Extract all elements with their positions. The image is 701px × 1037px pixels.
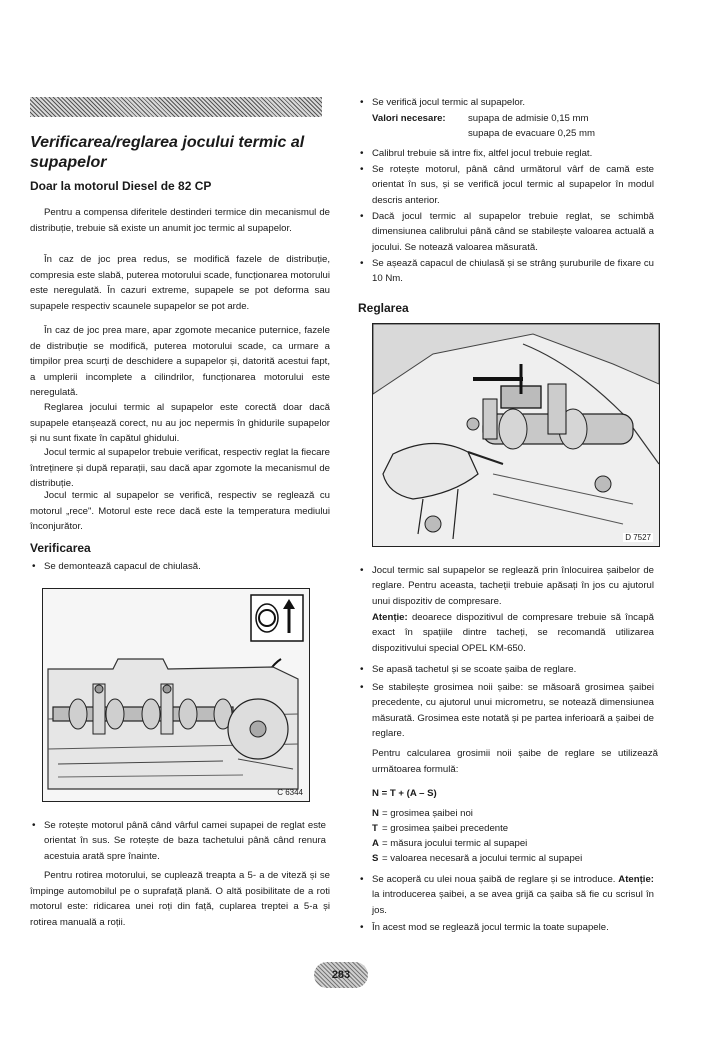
- paragraph-correct-adjust: Reglarea jocului termic al supapelor este corectă doar dacă supapele etanșează corect, nu au joc nepermis în ghidurile supapelor și nu sunt fixate în capătul ghidului.: [30, 402, 330, 444]
- bullet-replace-shims: • Jocul termic sal supapelor se reglează prin înlocuirea șaibelor de reglare. Pentru aceasta, tacheții trebuie apăsați în jos cu ajutorul unui dispozitiv de compresare.: [358, 563, 654, 609]
- paragraph-formula-intro: Pentru calcularea grosimii noii șaibe de reglare se utilizează următoarea formulă:: [372, 748, 658, 775]
- bullet-all-valves: • În acest mod se reglează jocul termic la toate supapele.: [358, 920, 654, 935]
- def-a-text: = măsura jocului termic al supapei: [382, 838, 528, 849]
- bullet-gauge-fit: • Calibrul trebuie să intre fix, altfel jocul trebuie reglat.: [358, 146, 654, 161]
- formula: N = T + (A – S): [372, 788, 437, 799]
- required-values-label: Valori necesare:: [372, 113, 446, 124]
- heading-reglarea: Reglarea: [358, 301, 409, 315]
- def-a-symbol: A: [372, 838, 379, 849]
- paragraph-high-clearance: În caz de joc prea mare, apar zgomote mecanice puternice, fazele de distribuție se modifică, puterea motorului scade, ca urmare a timpilor prea scurți de deschidere a supapelor și, datorită acestui fapt, a umplerii incomplete a cilindrilor, funcționarea motorului este neregulată.: [30, 325, 330, 398]
- formula-definitions: [372, 806, 582, 866]
- attention-text-1: deoarece dispozitivul de compresare trebuie să încapă exact în spațiile dintre tacheți, se recomandă utilizarea dispozitivului special OPEL KM-650.: [372, 612, 654, 654]
- def-n-text: = grosimea șaibei noi: [382, 808, 473, 819]
- bullet-next-cam: • Se rotește motorul, până când următorul vârf de camă este orientat în sus, și se verifică jocul termic al supapelor în modul descris anterior.: [358, 162, 654, 208]
- attention-tool: [358, 610, 654, 656]
- bullet-change-gauge: • Dacă jocul termic al supapelor trebuie reglat, se schimbă dimensiunea calibrului până când se stabilește valoarea actuală a jocului. Se notează valoarea măsurată.: [358, 209, 654, 255]
- bullet-remove-shim: • Se apasă tachetul și se scoate șaiba de reglare.: [358, 662, 654, 677]
- figure-adjustment-tool: [372, 323, 660, 547]
- def-n-symbol: N: [372, 808, 379, 819]
- section-title: Verificarea/reglarea jocului termic al supapelor: [30, 134, 305, 171]
- value-exhaust: supapa de evacuare 0,25 mm: [468, 128, 595, 139]
- figure-code-c6344: C 6344: [277, 788, 303, 797]
- bullet-rotate-engine: • Se rotește motorul până când vârful camei supapei de reglat este orientat în sus. Se rotește de baza tachetului până când renura acestuia arată spre înainte.: [30, 818, 326, 864]
- camshaft-illustration: [43, 589, 309, 801]
- paragraph-rotate-method: Pentru rotirea motorului, se cuplează treapta a 5- a de viteză și se împinge automobilul pe o suprafață plană. O altă posibilitate de a roti motorul este: ridicarea unei roți din față, cuplarea treptei a 5-a și rotirea manuală a roții.: [30, 870, 330, 928]
- def-s-symbol: S: [372, 853, 379, 864]
- figure-camshaft: [42, 588, 310, 802]
- bullet-oil-shim-text: Se acoperă cu ulei noua șaibă de reglare și se introduce.: [372, 874, 616, 885]
- attention-label-2: Atenție:: [618, 874, 654, 885]
- section-subtitle: Doar la motorul Diesel de 82 CP: [30, 179, 212, 193]
- attention-text-2: la introducerea șaibei, a se avea grijă ca șaiba să fie cu scrisul în jos.: [372, 889, 654, 916]
- bullet-remove-cover: • Se demontează capacul de chiulasă.: [30, 559, 326, 574]
- bullet-oil-shim: [358, 872, 654, 918]
- paragraph-intro: Pentru a compensa diferitele destinderi termice din mecanismul de distribuție, trebuie să existe un anumit joc termic al supapelor.: [30, 207, 330, 234]
- def-t-text: = grosimea șaibei precedente: [382, 823, 509, 834]
- paragraph-low-clearance: În caz de joc prea redus, se modifică fazele de distribuție, compresia este slabă, puterea motorului scade, funcționarea motorului este neregulată. În cazuri extreme, supapele se pot deforma sau supapele respectiv scaunele supapelor se pot arde.: [30, 254, 330, 312]
- def-s-text: = valoarea necesară a jocului termic al supapei: [382, 853, 583, 864]
- value-admission: supapa de admisie 0,15 mm: [468, 113, 589, 124]
- heading-verificarea: Verificarea: [30, 541, 91, 555]
- paragraph-when-check: Jocul termic al supapelor trebuie verificat, respectiv reglat la fiecare întreținere și după reparații, sau dacă apar zgomote la mecanismul de distribuție.: [30, 447, 330, 489]
- def-t-symbol: T: [372, 823, 378, 834]
- required-values: [372, 111, 662, 141]
- figure-code-d7527: D 7527: [625, 533, 651, 542]
- page-number: 283: [314, 962, 368, 988]
- bullet-refit-cover: • Se așează capacul de chiulasă și se strâng șuruburile de fixare cu 10 Nm.: [358, 256, 654, 287]
- attention-label-1: Atenție:: [372, 612, 408, 623]
- bullet-check-clearance: • Se verifică jocul termic al supapelor.: [358, 95, 654, 110]
- adjustment-tool-illustration: [373, 324, 659, 546]
- header-hatch-bar: [30, 97, 322, 117]
- paragraph-cold-engine: Jocul termic al supapelor se verifică, respectiv se reglează cu motorul „rece". Motorul este rece dacă este la temperatura mediului înconjurător.: [30, 490, 330, 532]
- bullet-measure-shim: • Se stabilește grosimea noii șaibe: se măsoară grosimea șaibei precedente, cu ajutorul unui micrometru, se notează dimensiunea măsurată. Grosimea este notată și pe partea inferioară a șaibei de reglare.: [358, 680, 654, 741]
